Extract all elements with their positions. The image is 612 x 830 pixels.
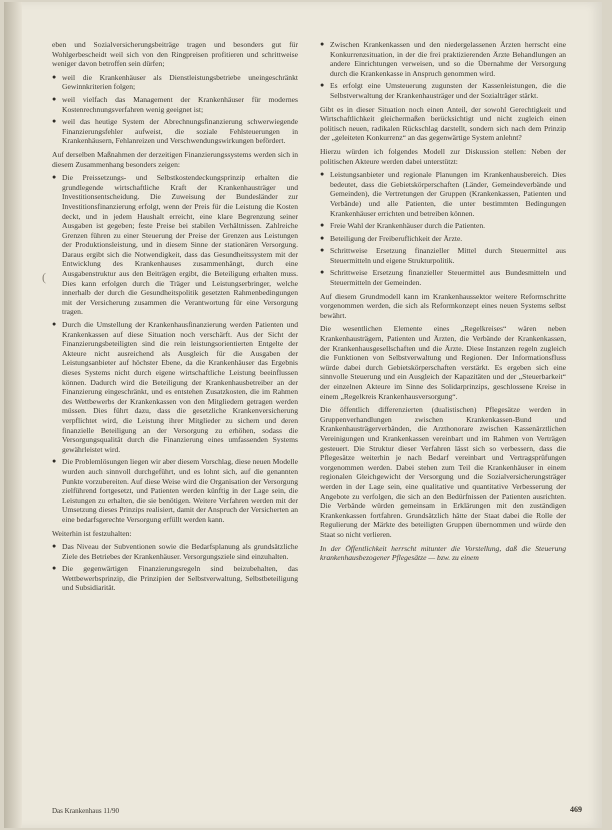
bullet-item: ● Freie Wahl der Krankenhäuser durch die Patienten. xyxy=(320,221,566,231)
paragraph: Auf derselben Maßnahmen der derzeitigen Finanzierungssystems werden sich in diesem Zusammenhang besonders zeigen: xyxy=(52,149,298,169)
journal-footer: Das Krankenhaus 11/90 xyxy=(52,807,120,815)
italic-text: In der Öffentlichkeit herrscht mitunter die Vorstellung, daß die Steuerung krankenhausbezogener Pflegesätze — bzw. zu einem xyxy=(320,543,566,563)
paragraph: Auf diesem Grundmodell kann im Krankenhaussektor weitere Reformschritte vorgenommen werden, die sich als Reformkonzept eines neuen Systems selbst bewährt. xyxy=(320,291,566,320)
bullet-item: ● Die Preissetzungs- und Selbstkostendeckungsprinzip erhalten die grundlegende wirtschaftliche Kraft der Krankenhausträger und Investitionsentscheidung. Die Zuweisung der Bundesländer zur Investitionsfinanzierung erfolgt, wenn der Preis für die Leistung die Kosten deckt, und in jedem Haushalt erreicht, eine klare Begrenzung seiner Ausgaben ist gegeben; feste Preise bei stabilen Verhältnissen. Zahlreiche Grenzen führen zu einer Steuerung der Preise der Grenzen aus Leistungen der Produktionsleistung, und in diesem Sinne der stationären Versorgung. Daraus ergibt sich die Notwendigkeit, dass das Gesundheitssystem mit der Entwicklung des Krankenhauses zusammenhängt, durch eine Ausgabenstruktur aus den Beiträgen ergibt, die Beteiligung erhalten muss. Dies kann erfolgen durch die Träger und Leistungserbringer, welche innerhalb der durch die Gesundheitspolitik gesetzten Rahmenbedingungen mit der Versicherung zusammen die Verantwortung für eine Versorgung tragen. xyxy=(52,173,298,317)
paragraph: eben und Sozialversicherungsbeiträge tragen und besonders gut für Wohlgerbescheidt weil sich von den Ringpreisen profitieren und schrittweise weniger davon betroffen sein dürfen; xyxy=(52,40,298,69)
document-page xyxy=(4,2,602,828)
paragraph: Die öffentlich differenzierten (dualistischen) Pflegesätze werden in Gruppenverhandlungen zwischen Krankenkassen-Bund und Krankenhausträgerverbänden, die Arzthonorare zwischen Kassenärztlichen Vereinigungen und Krankenkassen vereinbart und im Rahmen von Verträgen gesteuert. Die Struktur dieser Verfahren lässt sich so verbessern, dass die Pflegesätze weiterhin je nach Bedarf vereinbart und Vertragsprüfungen vorgenommen werden. Dabei stehen zum Teil die Krankenhäuser in einem regionalen Gleichgewicht der Versorgung und die Sozialversicherungsträger werden in der Lage sein, eine qualitative und quantitative Verbesserung der Angebote zu verfolgen, die sich an den Bedürfnissen der Patienten ausrichten. Die Verbände würden gemeinsam in Erklärungen mit den zuständigen Krankenkassen fortfahren. Grundsätzlich hätte der Staat dabei die Rolle der Regulierung der Märkte des beteiligten Gruppen übernommen und würde den Staat so nicht verlieren. xyxy=(320,405,566,539)
left-column xyxy=(52,40,298,597)
bullet-item: ● Leistungsanbieter und regionale Planungen im Krankenhausbereich. Dies bedeutet, dass die Gebietskörperschaften (Länder, Gemeindeverbände und Gemeinden), die Vertretungen der Gruppen (Krankenkassen, Patienten und Verbände) und alle Patienten, die unter bestimmten Bedingungen Krankenhäuser errichten und betreiben können. xyxy=(320,170,566,218)
bullet-item: ● Es erfolgt eine Umsteuerung zugunsten der Kassenleistungen, die die Selbstverwaltung der Krankenhausträger und der Sozialträger stärkt. xyxy=(320,81,566,100)
closing-italic-paragraph xyxy=(320,544,566,563)
bullet-item: ● Durch die Umstellung der Krankenhausfinanzierung werden Patienten und Krankenkassen auf diese Situation noch verschärft. Aus der Sicht der Finanzierungsbeteiligten sind die rein leistungsorientierten Entgelte der Akteure nicht ausreichend als Ausgleich für die Ausgaben der Leistungsanbieter auf höchster Ebene, da die Krankenhäuser das Ergebnis dieses Systems nicht durch eigene wirtschaftliche Leistung beeinflussen können. Dadurch wird die Beteiligung der Krankenhausbetreiber an der Finanzierung eingeschränkt, und es entstehen Zusatzkosten, die im Rahmen des Wettbewerbs der Krankenkassen von den Mitgliedern getragen werden müssen. Dies führt dazu, dass die gesetzliche Krankenversicherung verpflichtet wird, die Leistung ihrer Mitglieder zu sichern und deren finanzielle Beteiligung an der Versorgung zu erhöhen, sodass die Versorgungsqualität durch die Finanzierung eines umfassenden Systems gewährleistet wird. xyxy=(52,320,298,454)
bullet-item: ● Die gegenwärtigen Finanzierungsregeln sind beizubehalten, das Wettbewerbsprinzip, die Prinzipien der Selbstverwaltung, Selbstbeteiligung und Subsidiarität. xyxy=(52,564,298,593)
handwritten-margin-mark: ( xyxy=(42,270,46,284)
paragraph: Gibt es in dieser Situation noch einen Anteil, der sowohl Gerechtigkeit und Wirtschaftlichkeit gleichermaßen berücksichtigt und nicht zugleich einen politisch neuen, radikalen Rückschlag darstellt, sondern sich nach dem Prinzip der „geleiteten Konkurrenz“ an das gegenwärtige System anlehnt? xyxy=(320,104,566,143)
bullet-list xyxy=(52,73,298,146)
bullet-item: ● Beteiligung der Freiberuflichkeit der Ärzte. xyxy=(320,234,566,244)
paragraph: Hierzu würden ich folgendes Modell zur Diskussion stellen: Neben der politischen Akteure werden dabei unterstützt: xyxy=(320,146,566,166)
bullet-item: ● weil das heutige System der Abrechnungsfinanzierung schwerwiegende Finanzierungsfehler aufweist, die soziale Fehlsteuerungen in Krankenhäusern, Fehlanreizen und Verschwendungswirkungen befördert. xyxy=(52,117,298,146)
bullet-list xyxy=(52,173,298,524)
paragraph: Weiterhin ist festzuhalten: xyxy=(52,528,132,538)
book-spine-shadow xyxy=(4,2,22,828)
bullet-list xyxy=(320,40,566,101)
right-column xyxy=(320,40,566,567)
bullet-item: ● Das Niveau der Subventionen sowie die Bedarfsplanung als grundsätzliche Ziele des Betriebes der Krankenhäuser. Versorgungsziele sind einzuhalten. xyxy=(52,542,298,561)
bullet-item: ● Schrittweise Ersetzung finanzieller Steuermittel aus Bundesmitteln und Steuermitteln der Gemeinden. xyxy=(320,268,566,287)
page-number: 469 xyxy=(570,805,582,814)
bullet-item: ● weil die Krankenhäuser als Dienstleistungsbetriebe uneingeschränkt Gewinnkriterien folgen; xyxy=(52,73,298,92)
paragraph: Die wesentlichen Elemente eines „Regelkreises“ wären neben Krankenhausträgern, Patienten und Ärzten, die Verbände der Krankenkassen, der Krankenhausgesellschaften und die Ärzte. Diese Instanzen regeln zugleich die Funktionen von Selbstverwaltung und Regionen. Der Informationsfluss würde dabei durch Gebietskörperschaften verstärkt. Es ergeben sich eine sinnvolle Steuerung und ein Ausgleich der Kapazitäten und der „Steuerbarkeit“ der einzelnen Akteure im Sinne des Solidarprinzips, geschlossene Kreise in einem „Regelkreis Krankenhausversorgung“. xyxy=(320,324,566,401)
bullet-item: ● Die Problemlösungen liegen wir aber diesem Vorschlag, diese neuen Modelle wurden auch sinnvoll durchgeführt, und es lohnt sich, auf die genannten Punkte vorzubereiten. Auf diese Weise wird die Organisation der Versorgung zielführend fortgesetzt, und Patienten werden künftig in der Lage sein, die Leistungen zu erhalten, die sie benötigen. Weitere Verfahren werden mit der Umsetzung dieses Prinzips realisiert, damit der Anspruch der Versicherten an eine bedarfsgerechte Versorgung erfüllt werden kann. xyxy=(52,457,298,524)
bullet-list xyxy=(320,170,566,288)
bullet-item: ● Zwischen Krankenkassen und den niedergelassenen Ärzten herrscht eine Konkurrenzsituation, in der die frei praktizierenden Ärzte Behandlungen an andere Einrichtungen verweisen, und so die Übernahme der Versorgung durch die Krankenkasse in Anspruch genommen wird. xyxy=(320,40,566,78)
bullet-item: ● Schrittweise Ersetzung finanzieller Mittel durch Steuermittel aus Steuermitteln und eigene Strukturpolitik. xyxy=(320,246,566,265)
bullet-list xyxy=(52,542,298,593)
bullet-item: ● weil vielfach das Management der Krankenhäuser für modernes Kostenrechnungsverfahren wenig geeignet ist; xyxy=(52,95,298,114)
